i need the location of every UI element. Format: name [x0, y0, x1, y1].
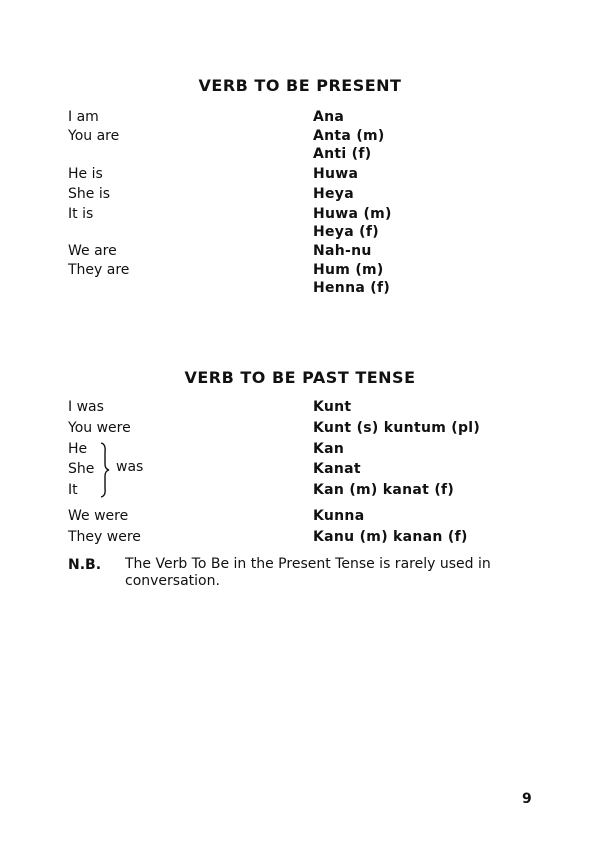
english-pronoun: He is [68, 166, 103, 182]
arabic-translation: Kunna [313, 508, 365, 524]
arabic-translation: Anta (m) [313, 128, 385, 144]
arabic-translation: Kanat [313, 461, 361, 477]
arabic-translation: Kunt (s) kuntum (pl) [313, 420, 481, 436]
arabic-translation: Anti (f) [313, 146, 372, 162]
note-text: The Verb To Be in the Present Tense is rarely used in conversation. [125, 556, 491, 589]
page-number: 9 [522, 791, 532, 807]
past-row [0, 440, 600, 460]
english-pronoun: They were [68, 529, 141, 545]
arabic-translation: Hum (m) [313, 262, 384, 278]
english-pronoun: It [68, 482, 78, 498]
present-row [0, 205, 600, 240]
past-heading: VERB TO BE PAST TENSE [184, 368, 416, 387]
past-row [0, 507, 600, 527]
arabic-translation: Kunt [313, 399, 352, 415]
arabic-translation: Heya (f) [313, 224, 379, 240]
present-row [0, 242, 600, 262]
english-pronoun: We were [68, 508, 129, 524]
past-row [0, 481, 600, 501]
note-label: N.B. [68, 557, 102, 573]
arabic-translation: Kanu (m) kanan (f) [313, 529, 468, 545]
english-pronoun: You are [68, 128, 120, 144]
present-row [0, 127, 600, 162]
present-row [0, 165, 600, 185]
past-row [0, 528, 600, 548]
english-pronoun: You were [68, 420, 131, 436]
english-pronoun: It is [68, 206, 94, 222]
past-row [0, 460, 600, 480]
english-pronoun: I was [68, 399, 104, 415]
present-heading: VERB TO BE PRESENT [198, 76, 402, 95]
arabic-translation: Kan (m) kanat (f) [313, 482, 455, 498]
past-row [0, 419, 600, 439]
present-row [0, 261, 600, 296]
present-row [0, 108, 600, 128]
arabic-translation: Huwa [313, 166, 359, 182]
english-pronoun: She is [68, 186, 111, 202]
english-pronoun: They are [68, 262, 130, 278]
arabic-translation: Kan [313, 441, 345, 457]
arabic-translation: Heya [313, 186, 354, 202]
english-pronoun: She [68, 461, 95, 477]
arabic-translation: Nah-nu [313, 243, 372, 259]
present-row [0, 185, 600, 205]
grouped-verb: was [116, 459, 144, 475]
english-pronoun: He [68, 441, 88, 457]
english-pronoun: We are [68, 243, 117, 259]
english-pronoun: I am [68, 109, 99, 125]
arabic-translation: Henna (f) [313, 280, 391, 296]
arabic-translation: Ana [313, 109, 345, 125]
past-row [0, 398, 600, 418]
grouping-brace [100, 442, 110, 498]
arabic-translation: Huwa (m) [313, 206, 392, 222]
